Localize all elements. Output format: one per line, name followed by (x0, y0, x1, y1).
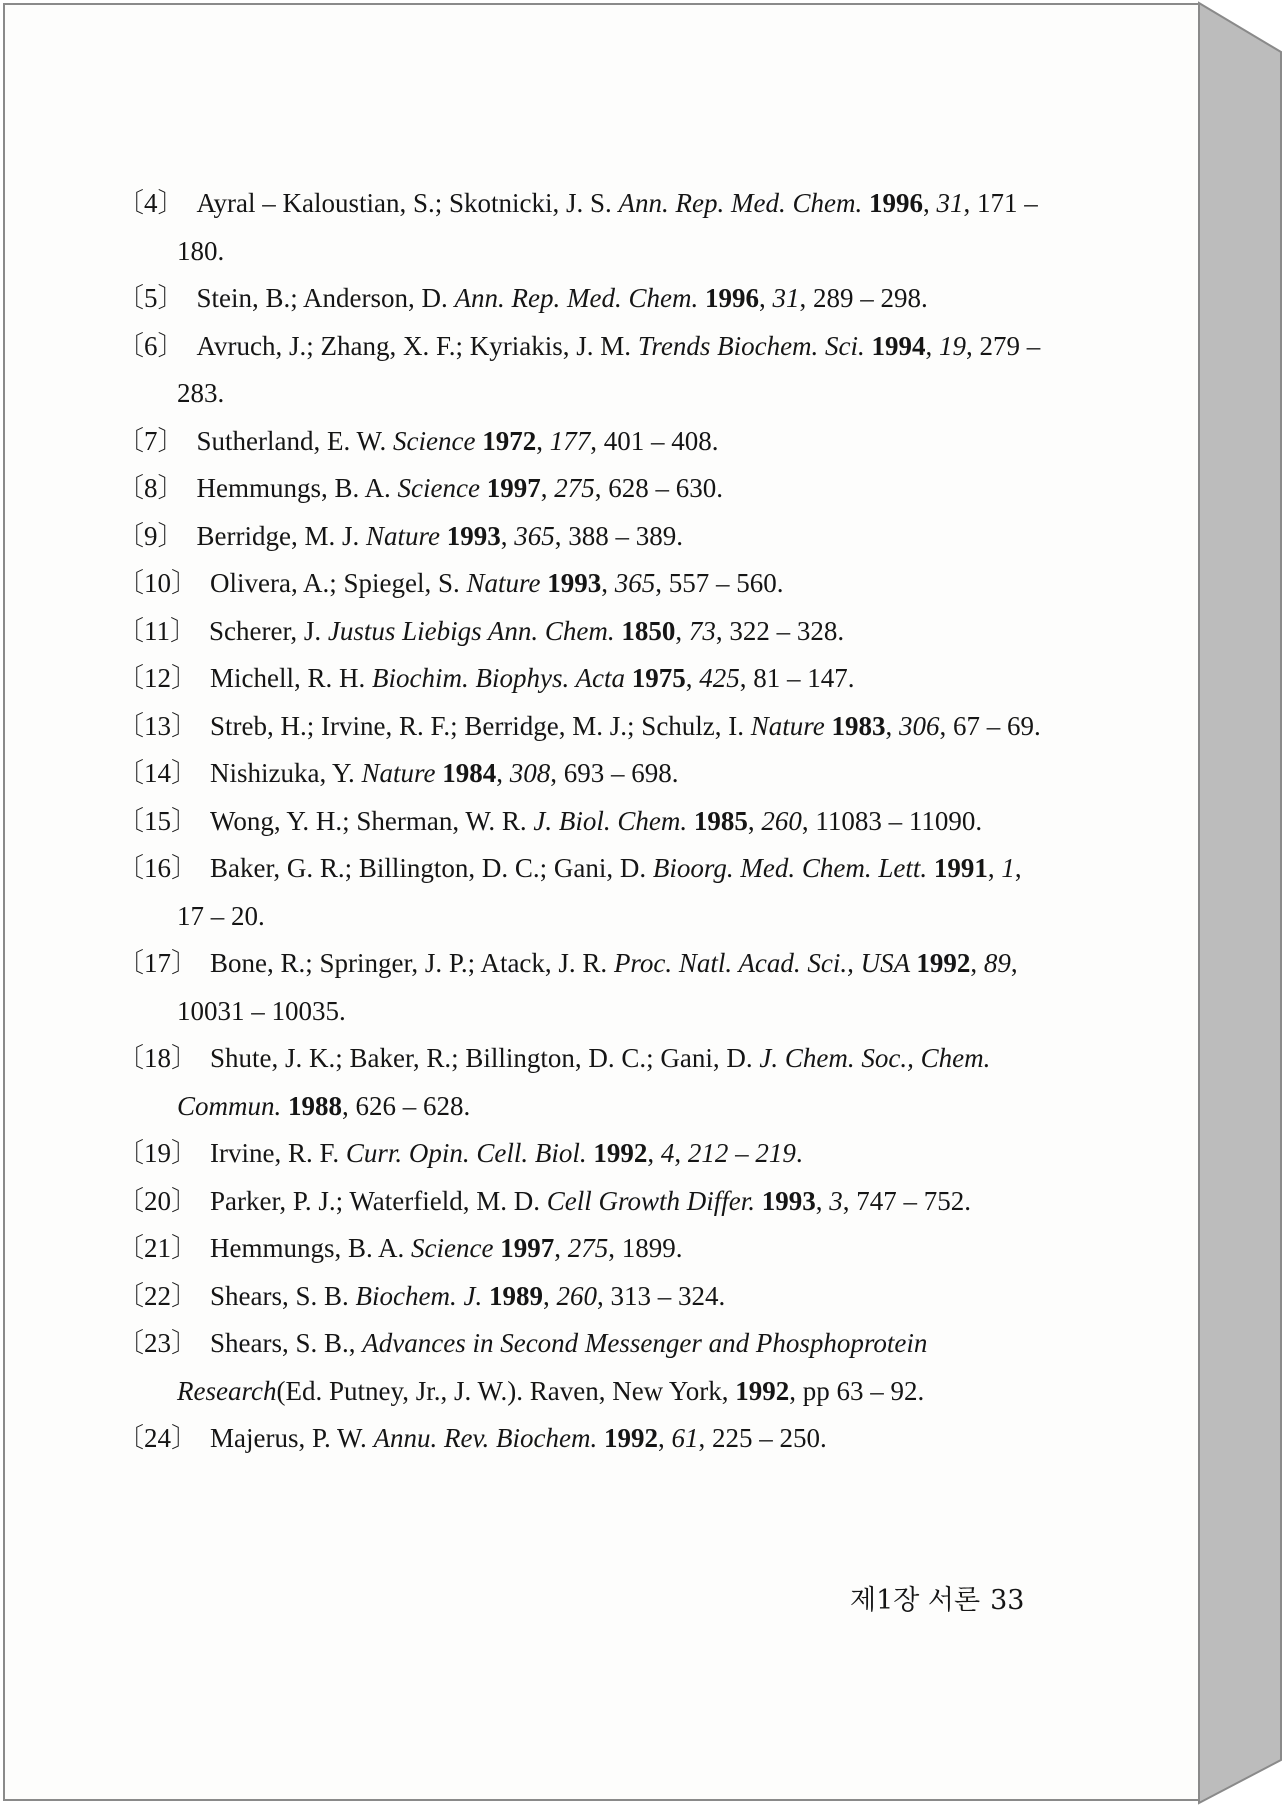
reference-item (117, 323, 1047, 418)
reference-text: Olivera, A.; Spiegel, S. (210, 568, 467, 598)
reference-text: Shears, S. B. (210, 1280, 356, 1311)
reference-year: 1992 (916, 948, 971, 978)
reference-number: 〔5〕 (117, 283, 185, 313)
reference-text: , (970, 948, 984, 978)
reference-item (117, 1273, 1047, 1321)
reference-year: 1850 (621, 615, 676, 646)
reference-item (117, 418, 1047, 466)
reference-journal: 425 (699, 663, 740, 693)
reference-item (117, 798, 1047, 846)
reference-text: , (647, 1138, 661, 1168)
reference-text: Shears, S. B., (210, 1328, 363, 1358)
reference-year: 1983 (831, 710, 886, 741)
reference-journal: 4 (660, 1138, 675, 1168)
reference-text: , (542, 1280, 557, 1311)
reference-text: , (815, 1185, 830, 1216)
reference-journal: J. Chem. Soc., Chem. Commun. (177, 1043, 991, 1121)
reference-item (117, 180, 1047, 275)
reference-number: 〔10〕 (117, 568, 198, 598)
reference-journal: 306 (899, 710, 940, 741)
reference-item (117, 845, 1047, 940)
reference-text: Baker, G. R.; Billington, D. C.; Gani, D. (210, 853, 653, 883)
reference-text: , (885, 710, 900, 741)
reference-text: , (554, 1233, 568, 1263)
reference-text: , (987, 853, 1002, 883)
reference-number: 〔18〕 (117, 1043, 198, 1073)
reference-journal: J. Biol. Chem. (533, 805, 694, 836)
reference-year: 1989 (488, 1280, 543, 1311)
reference-text: . (795, 1138, 803, 1168)
reference-text: , 81 – 147. (739, 663, 855, 693)
reference-text: , 628 – 630. (594, 473, 723, 503)
reference-journal: 212 – 219 (687, 1138, 796, 1168)
reference-year: 1996 (704, 283, 759, 313)
reference-item (117, 1415, 1047, 1463)
reference-journal: Proc. Natl. Acad. Sci., USA (613, 948, 917, 978)
reference-text: Bone, R.; Springer, J. P.; Atack, J. R. (210, 948, 614, 978)
reference-journal: 31 (772, 283, 800, 313)
reference-text: Stein, B.; Anderson, D. (196, 283, 455, 313)
reference-text: Berridge, M. J. (196, 520, 366, 551)
reference-text: , 388 – 389. (554, 520, 683, 551)
reference-text: , 11083 – 11090. (801, 805, 983, 836)
reference-text: , (675, 615, 689, 646)
reference-text: , 67 – 69. (939, 710, 1041, 741)
reference-text: , 10031 – 10035. (177, 948, 1018, 1026)
reference-text: , 626 – 628. (342, 1090, 471, 1121)
reference-item (117, 1225, 1047, 1273)
reference-number: 〔15〕 (117, 805, 198, 836)
reference-text: Hemmungs, B. A. (210, 1233, 412, 1263)
reference-journal: Nature (361, 758, 443, 788)
reference-journal: 73 (688, 615, 716, 646)
reference-journal: Justus Liebigs Ann. Chem. (327, 615, 622, 646)
reference-year: 1993 (446, 520, 501, 551)
reference-text: , pp 63 – 92. (789, 1375, 925, 1406)
reference-journal: 308 (509, 758, 551, 788)
reference-number: 〔19〕 (117, 1138, 198, 1168)
reference-text: Majerus, P. W. (210, 1423, 374, 1453)
reference-journal: Nature (750, 710, 832, 741)
reference-journal: Science (397, 473, 487, 503)
reference-journal: 260 (556, 1280, 597, 1311)
reference-number: 〔13〕 (117, 710, 198, 741)
reference-text: , (758, 283, 773, 313)
reference-item (117, 608, 1047, 656)
chapter-title: 제1장 서론 (850, 1585, 981, 1616)
reference-journal: Biochim. Biophys. Acta (372, 663, 632, 693)
reference-item (117, 750, 1047, 798)
reference-text: , (540, 473, 555, 503)
reference-number: 〔23〕 (117, 1328, 198, 1358)
reference-item (117, 275, 1047, 323)
reference-journal: 61 (671, 1423, 699, 1453)
page-footer (850, 1578, 1024, 1617)
reference-journal: Trends Biochem. Sci. (637, 330, 872, 361)
reference-journal: Ann. Rep. Med. Chem. (618, 188, 869, 218)
reference-text: , (496, 758, 510, 788)
reference-year: 1992 (593, 1138, 648, 1168)
reference-year: 1996 (868, 188, 923, 218)
reference-year: 1992 (603, 1423, 658, 1453)
reference-text: , 557 – 560. (655, 568, 784, 598)
reference-text: Parker, P. J.; Waterfield, M. D. (210, 1185, 547, 1216)
reference-year: 1997 (486, 473, 541, 503)
page-number: 33 (990, 1585, 1025, 1616)
reference-number: 〔16〕 (117, 853, 198, 883)
reference-number: 〔4〕 (117, 188, 185, 218)
reference-number: 〔7〕 (117, 425, 185, 456)
reference-year: 1992 (735, 1375, 790, 1406)
reference-text: , (925, 330, 940, 361)
reference-year: 1975 (631, 663, 686, 693)
reference-text: , (922, 188, 937, 218)
reference-journal: Nature (365, 520, 447, 551)
reference-number: 〔8〕 (117, 473, 185, 503)
reference-text: , (601, 568, 615, 598)
reference-text: , 693 – 698. (550, 758, 679, 788)
reference-number: 〔9〕 (117, 520, 185, 551)
reference-text: , 1899. (608, 1233, 683, 1263)
reference-year: 1972 (482, 425, 537, 456)
reference-journal: Cell Growth Differ. (546, 1185, 762, 1216)
reference-text: Wong, Y. H.; Sherman, W. R. (210, 805, 534, 836)
reference-year: 1993 (547, 568, 602, 598)
reference-journal: 89 (983, 948, 1011, 978)
reference-number: 〔6〕 (117, 330, 185, 361)
reference-year: 1994 (871, 330, 926, 361)
reference-journal: Bioorg. Med. Chem. Lett. (652, 853, 934, 883)
reference-text: , 313 – 324. (596, 1280, 726, 1311)
reference-journal: 3 (829, 1185, 843, 1216)
reference-journal: 275 (554, 473, 595, 503)
reference-item (117, 1320, 1047, 1415)
reference-text: , 322 – 328. (715, 615, 845, 646)
reference-year: 1984 (442, 758, 497, 788)
reference-journal: Science (411, 1233, 501, 1263)
reference-text: , (747, 805, 762, 836)
reference-text: , (674, 1138, 688, 1168)
reference-item (117, 655, 1047, 703)
reference-item (117, 1178, 1047, 1226)
reference-journal: Annu. Rev. Biochem. (373, 1423, 604, 1453)
reference-number: 〔17〕 (117, 948, 198, 978)
reference-journal: Ann. Rep. Med. Chem. (454, 283, 705, 313)
reference-year: 1991 (933, 853, 988, 883)
reference-text: Irvine, R. F. (210, 1138, 346, 1168)
reference-number: 〔14〕 (117, 758, 198, 788)
reference-text: , 401 – 408. (590, 425, 719, 456)
reference-text: Sutherland, E. W. (196, 425, 393, 456)
reference-number: 〔22〕 (117, 1280, 198, 1311)
reference-year: 1985 (693, 805, 748, 836)
reference-number: 〔24〕 (117, 1423, 198, 1453)
reference-number: 〔20〕 (117, 1185, 198, 1216)
reference-text: , 747 – 752. (842, 1185, 971, 1216)
reference-item (117, 513, 1047, 561)
reference-item (117, 1035, 1047, 1130)
reference-text: , 171 – 180. (177, 188, 1038, 266)
reference-journal: Curr. Opin. Cell. Biol. (345, 1138, 594, 1168)
reference-text: Scherer, J. (209, 615, 328, 646)
reference-text: Streb, H.; Irvine, R. F.; Berridge, M. J.; Schulz, I. (210, 710, 751, 741)
reference-number: 〔11〕 (117, 615, 197, 646)
reference-text: , (657, 1423, 672, 1453)
reference-item (117, 703, 1047, 751)
reference-journal: 275 (567, 1233, 609, 1263)
reference-item (117, 940, 1047, 1035)
reference-number: 〔12〕 (117, 663, 198, 693)
reference-journal: Advances in Second Messenger and Phosphoprotein Research (177, 1328, 928, 1406)
reference-text: Michell, R. H. (210, 663, 372, 693)
reference-year: 1997 (500, 1233, 555, 1263)
reference-year: 1993 (761, 1185, 816, 1216)
reference-text: , 279 – 283. (177, 330, 1041, 408)
reference-text: , 17 – 20. (177, 853, 1022, 931)
reference-journal: Biochem. J. (355, 1280, 489, 1311)
reference-journal: Nature (466, 568, 548, 598)
reference-journal: 260 (761, 805, 802, 836)
reference-item (117, 560, 1047, 608)
reference-text: Hemmungs, B. A. (196, 473, 398, 503)
reference-text: Avruch, J.; Zhang, X. F.; Kyriakis, J. M. (196, 330, 638, 361)
reference-text: (Ed. Putney, Jr., J. W.). Raven, New York, (276, 1375, 736, 1406)
reference-text: , 225 – 250. (698, 1423, 827, 1453)
reference-text: , (685, 663, 700, 693)
reference-journal: 365 (614, 568, 656, 598)
reference-year: 1988 (288, 1090, 343, 1121)
reference-text: Ayral – Kaloustian, S.; Skotnicki, J. S. (196, 188, 619, 218)
reference-list (117, 180, 1047, 1463)
reference-text: , 289 – 298. (799, 283, 928, 313)
reference-journal: 1 (1001, 853, 1015, 883)
reference-text: Nishizuka, Y. (210, 758, 362, 788)
reference-journal: 365 (514, 520, 555, 551)
reference-journal: 177 (549, 425, 591, 456)
reference-text: , (500, 520, 515, 551)
reference-journal: 19 (939, 330, 967, 361)
reference-text: , (536, 425, 550, 456)
reference-journal: Science (393, 425, 483, 456)
reference-number: 〔21〕 (117, 1233, 198, 1263)
reference-journal: 31 (936, 188, 964, 218)
reference-item (117, 1130, 1047, 1178)
reference-item (117, 465, 1047, 513)
reference-text: Shute, J. K.; Baker, R.; Billington, D. C.; Gani, D. (210, 1043, 760, 1073)
